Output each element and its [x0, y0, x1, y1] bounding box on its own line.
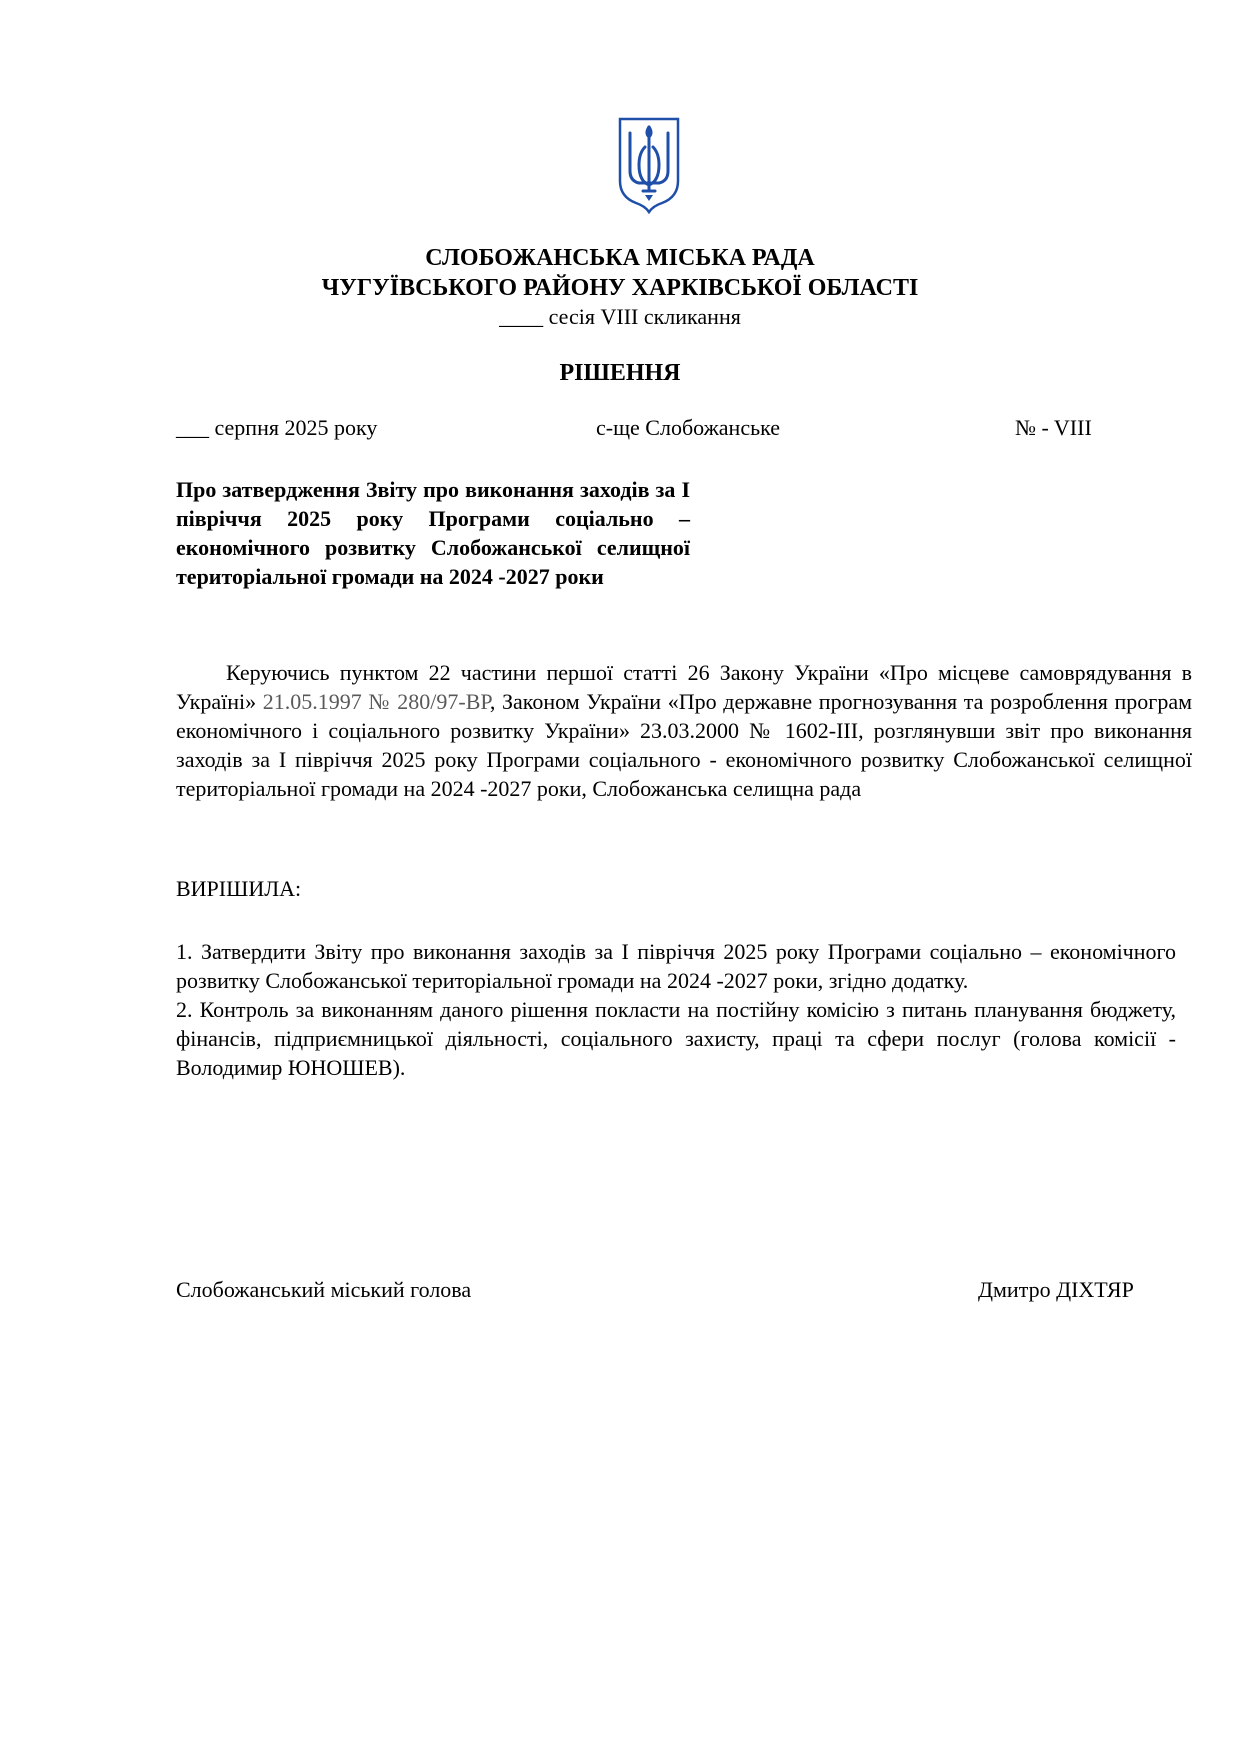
signature-title: Слобожанський міський голова	[176, 1277, 472, 1302]
district-title: ЧУГУЇВСЬКОГО РАЙОНУ ХАРКІВСЬКОЇ ОБЛАСТІ	[321, 275, 919, 301]
preamble-paragraph	[176, 658, 1192, 803]
decision-title: РІШЕННЯ	[559, 360, 681, 386]
signature-name: Дмитро ДІХТЯР	[978, 1277, 1134, 1302]
decision-date: ___ серпня 2025 року	[176, 415, 378, 440]
decision-place: с-ще Слобожанське	[596, 415, 781, 440]
preamble-text-end: , Законом України «Про державне прогнозування та розроблення програм економічного і соціального розвитку України» 23.03.2000 № 1602-ІІІ, розглянувши звіт про виконання заходів за І півріччя 2025 року Програми соціального - економічного розвитку Слобожанської селищної територіальної громади на 2024 -2027 роки, Слобожанська селищна рада	[176, 689, 1193, 801]
resolved-heading: ВИРІШИЛА:	[176, 876, 302, 901]
law-reference: 21.05.1997 № 280/97-ВР	[262, 689, 490, 714]
decision-item-1: 1. Затвердити Звіту про виконання заходів за І півріччя 2025 року Програми соціально – економічного розвитку Слобожанської територіальної громади на 2024 -2027 роки, згідно додатку.	[176, 939, 1176, 993]
session-line: ____ сесія VIII скликання	[499, 304, 741, 329]
decision-items	[176, 937, 1176, 1082]
ukraine-coat-of-arms-icon	[617, 115, 681, 215]
preamble-text-start: Керуючись пунктом 22 частини першої статті 26 Закону України «Про місцеве самоврядування в Україні»	[176, 660, 1192, 714]
decision-number: № - VIII	[1015, 415, 1092, 440]
council-title: СЛОБОЖАНСЬКА МІСЬКА РАДА	[425, 245, 815, 271]
decision-item-2: 2. Контроль за виконанням даного рішення покласти на постійну комісію з питань планування бюджету, фінансів, підприємницької діяльності, соціального захисту, праці та сфери послуг (голова комісії - Володимир ЮНОШЕВ).	[176, 997, 1176, 1080]
decision-subject: Про затвердження Звіту про виконання заходів за І півріччя 2025 року Програми соціально – економічного розвитку Слобожанської селищної територіальної громади на 2024 -2027 роки	[176, 477, 690, 589]
